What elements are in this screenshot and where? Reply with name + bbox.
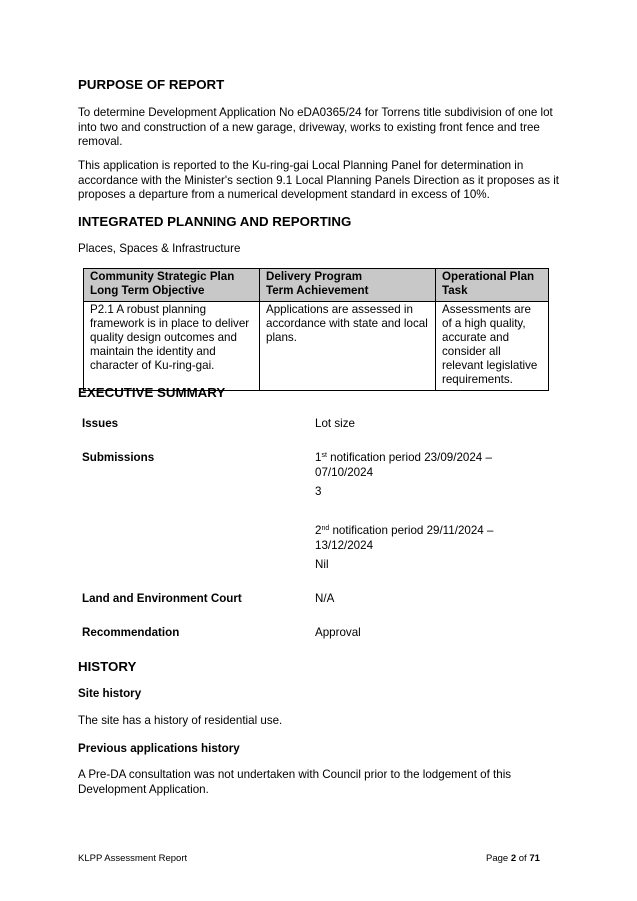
- previous-applications-heading: Previous applications history: [78, 742, 240, 755]
- notification-period-1: [315, 451, 545, 480]
- executive-summary-heading: EXECUTIVE SUMMARY: [78, 385, 226, 400]
- recommendation-label: Recommendation: [82, 626, 180, 639]
- col-header-delivery-line2: Term Achievement: [266, 284, 369, 297]
- col-header-delivery-line1: Delivery Program: [266, 270, 363, 283]
- col-header-csp: [84, 269, 260, 302]
- recommendation-value: Approval: [315, 626, 361, 639]
- col-header-delivery: [260, 269, 436, 302]
- notif1-ordinal-suffix: st: [321, 452, 327, 459]
- previous-applications-text: A Pre-DA consultation was not undertaken with Council prior to the lodgement of this Development Application.: [78, 768, 512, 796]
- table-cell-csp: P2.1 A robust planning framework is in place to deliver quality design outcomes and maintain the identity and character of Ku-ring-gai.: [84, 302, 260, 391]
- col-header-operational-line2: Task: [442, 284, 468, 297]
- col-header-operational: [436, 269, 549, 302]
- page-total: 71: [529, 853, 540, 864]
- integrated-theme: Places, Spaces & Infrastructure: [78, 242, 241, 255]
- footer-page-number: [486, 853, 540, 864]
- issues-value: Lot size: [315, 417, 355, 430]
- site-history-heading: Site history: [78, 687, 142, 700]
- col-header-csp-line1: Community Strategic Plan: [90, 270, 235, 283]
- notification-2-count: Nil: [315, 558, 329, 571]
- table-cell-operational: Assessments are of a high quality, accurate and consider all relevant legislative requirements.: [436, 302, 549, 391]
- purpose-paragraph-1: To determine Development Application No eDA0365/24 for Torrens title subdivision of one lot into two and construction of a new garage, driveway, works to existing front fence and tree removal.: [78, 106, 553, 148]
- integrated-planning-heading: INTEGRATED PLANNING AND REPORTING: [78, 214, 352, 229]
- court-label: Land and Environment Court: [82, 592, 242, 605]
- planning-table: [83, 268, 549, 391]
- page-of: of: [516, 853, 530, 864]
- notif1-ordinal: 1: [315, 451, 322, 464]
- table-cell-delivery: Applications are assessed in accordance with state and local plans.: [260, 302, 436, 391]
- submissions-label: Submissions: [82, 451, 155, 464]
- planning-table-header-row: [84, 269, 549, 302]
- page-current: 2: [510, 853, 517, 864]
- purpose-heading: PURPOSE OF REPORT: [78, 77, 225, 92]
- col-header-csp-line2: Long Term Objective: [90, 284, 205, 297]
- notif2-ordinal: 2: [315, 524, 322, 537]
- site-history-text: The site has a history of residential use.: [78, 714, 283, 727]
- planning-table-row: [84, 302, 549, 391]
- notification-1-count: 3: [315, 485, 322, 498]
- page-prefix: Page: [486, 853, 511, 864]
- court-value: N/A: [315, 592, 335, 605]
- notif1-text: notification period 23/09/2024 – 07/10/2024: [315, 451, 492, 479]
- issues-label: Issues: [82, 417, 119, 430]
- purpose-paragraph-2: This application is reported to the Ku-ring-gai Local Planning Panel for determination in accordance with the Minister's section 9.1 Local Planning Panels Direction as it proposes as it proposes a departure from a numerical development standard in excess of 10%.: [78, 159, 560, 201]
- notification-period-2: [315, 524, 545, 553]
- col-header-operational-line1: Operational Plan: [442, 270, 535, 283]
- notif2-text: notification period 29/11/2024 – 13/12/2024: [315, 524, 494, 552]
- footer-report-title: KLPP Assessment Report: [78, 853, 188, 864]
- notif2-ordinal-suffix: nd: [321, 525, 330, 532]
- history-heading: HISTORY: [78, 659, 137, 674]
